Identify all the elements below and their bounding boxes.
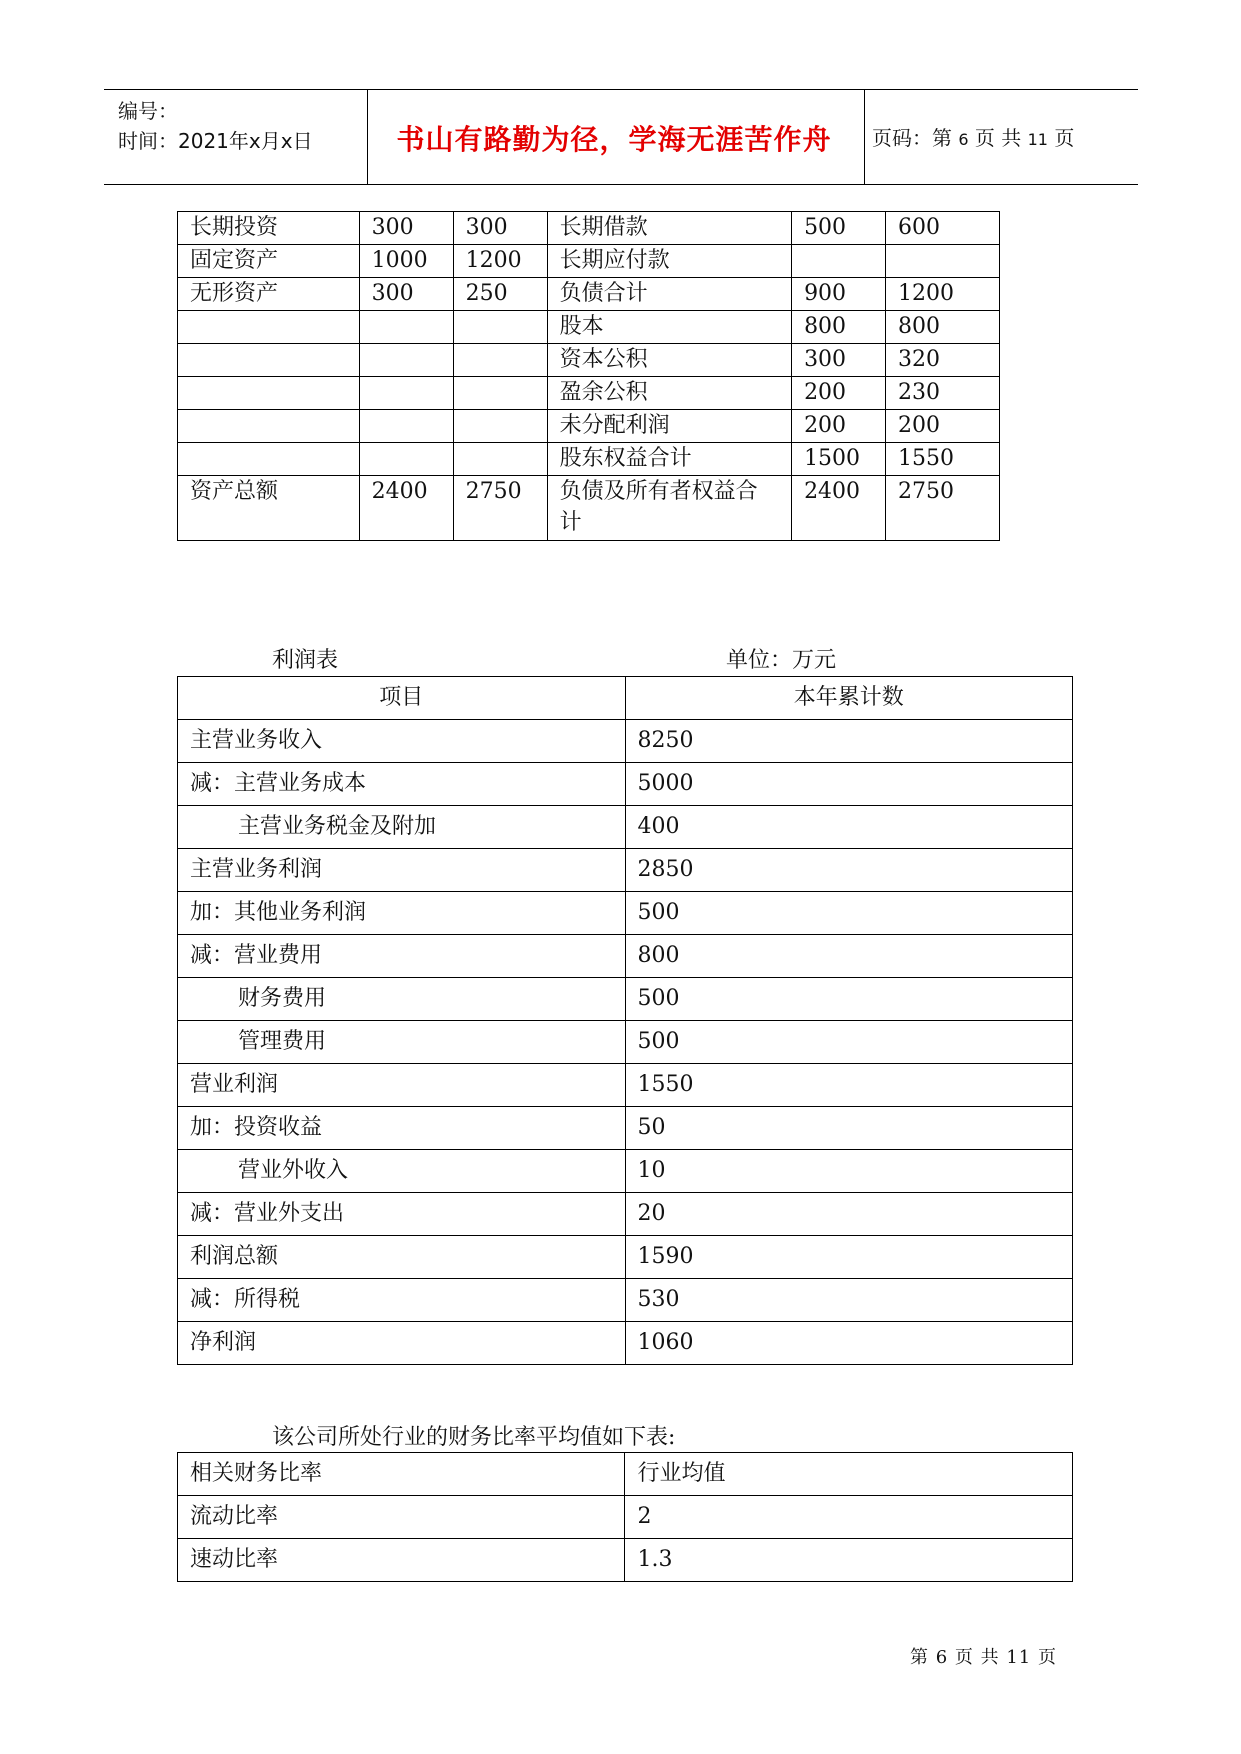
asset-item	[178, 443, 360, 476]
time-label: 时间：2021年x月x日	[118, 129, 313, 153]
line-amount: 2850	[625, 849, 1073, 892]
page-prefix: 页码：第	[872, 126, 952, 150]
line-item: 加：投资收益	[178, 1107, 626, 1150]
page-suffix: 页	[1054, 126, 1075, 150]
liability-closing: 800	[886, 311, 1000, 344]
table-row	[178, 1322, 1073, 1365]
table-row	[178, 1236, 1073, 1279]
asset-opening: 300	[359, 212, 453, 245]
asset-opening	[359, 443, 453, 476]
ratio-value: 1.3	[625, 1539, 1073, 1582]
page-header	[104, 89, 1138, 185]
asset-item	[178, 344, 360, 377]
asset-item: 无形资产	[178, 278, 360, 311]
asset-opening	[359, 377, 453, 410]
asset-closing: 300	[453, 212, 547, 245]
line-amount: 500	[625, 892, 1073, 935]
table-row	[178, 377, 1000, 410]
table-row	[178, 892, 1073, 935]
table-row	[178, 1453, 1073, 1496]
line-amount: 1550	[625, 1064, 1073, 1107]
header-page-number	[872, 122, 1074, 151]
header-motto: 书山有路勤为径，学海无涯苦作舟	[396, 123, 832, 156]
liability-opening	[792, 245, 886, 278]
line-item: 主营业务利润	[178, 849, 626, 892]
liability-item: 资本公积	[547, 344, 792, 377]
line-item: 管理费用	[178, 1021, 626, 1064]
line-amount: 20	[625, 1193, 1073, 1236]
table-row-total	[178, 476, 1000, 541]
table-row	[178, 212, 1000, 245]
liability-closing: 1200	[886, 278, 1000, 311]
income-statement-unit: 单位：万元	[726, 648, 837, 673]
table-header-row	[178, 677, 1073, 720]
header-meta	[118, 96, 368, 156]
income-statement-table	[177, 676, 1073, 1365]
asset-opening	[359, 344, 453, 377]
table-row	[178, 344, 1000, 377]
table-row	[178, 849, 1073, 892]
line-amount: 5000	[625, 763, 1073, 806]
liability-opening: 900	[792, 278, 886, 311]
table-row	[178, 1496, 1073, 1539]
asset-opening: 300	[359, 278, 453, 311]
line-item: 净利润	[178, 1322, 626, 1365]
liability-item: 盈余公积	[547, 377, 792, 410]
table-row	[178, 410, 1000, 443]
page-mid: 页 共	[974, 126, 1022, 150]
line-item: 减：所得税	[178, 1279, 626, 1322]
table-row	[178, 278, 1000, 311]
liability-item: 负债合计	[547, 278, 792, 311]
liability-opening: 300	[792, 344, 886, 377]
asset-item	[178, 311, 360, 344]
liability-item: 未分配利润	[547, 410, 792, 443]
line-item: 减：主营业务成本	[178, 763, 626, 806]
asset-closing: 250	[453, 278, 547, 311]
liability-item: 长期应付款	[547, 245, 792, 278]
asset-item: 资产总额	[178, 476, 360, 541]
column-header-item: 项目	[178, 677, 626, 720]
column-header-amount: 本年累计数	[625, 677, 1073, 720]
ratio-name: 相关财务比率	[178, 1453, 625, 1496]
line-amount: 8250	[625, 720, 1073, 763]
line-item: 主营业务收入	[178, 720, 626, 763]
liability-item: 负债及所有者权益合计	[547, 476, 792, 541]
ratio-intro: 该公司所处行业的财务比率平均值如下表:	[272, 1425, 676, 1450]
liability-opening: 2400	[792, 476, 886, 541]
liability-opening: 1500	[792, 443, 886, 476]
asset-opening	[359, 311, 453, 344]
line-amount: 500	[625, 1021, 1073, 1064]
liability-opening: 500	[792, 212, 886, 245]
line-item: 主营业务税金及附加	[178, 806, 626, 849]
asset-closing	[453, 377, 547, 410]
table-row	[178, 763, 1073, 806]
table-row	[178, 311, 1000, 344]
asset-opening: 2400	[359, 476, 453, 541]
liability-closing: 600	[886, 212, 1000, 245]
asset-closing	[453, 311, 547, 344]
asset-closing	[453, 344, 547, 377]
liability-opening: 200	[792, 377, 886, 410]
line-item: 加：其他业务利润	[178, 892, 626, 935]
table-row	[178, 1193, 1073, 1236]
table-row	[178, 1539, 1073, 1582]
liability-opening: 800	[792, 311, 886, 344]
line-amount: 10	[625, 1150, 1073, 1193]
serial-label: 编号：	[118, 99, 178, 123]
asset-item: 长期投资	[178, 212, 360, 245]
income-statement-title: 利润表	[272, 648, 339, 673]
line-amount: 1590	[625, 1236, 1073, 1279]
line-item: 营业外收入	[178, 1150, 626, 1193]
asset-closing	[453, 410, 547, 443]
page-footer: 第 6 页 共 11 页	[910, 1647, 1057, 1668]
page-total: 11	[1027, 130, 1048, 149]
ratio-value: 2	[625, 1496, 1073, 1539]
liability-opening: 200	[792, 410, 886, 443]
asset-opening: 1000	[359, 245, 453, 278]
liability-item: 股本	[547, 311, 792, 344]
table-row	[178, 1150, 1073, 1193]
line-amount: 400	[625, 806, 1073, 849]
header-divider	[864, 90, 865, 184]
asset-item	[178, 410, 360, 443]
header-divider	[367, 90, 368, 184]
asset-closing	[453, 443, 547, 476]
table-row	[178, 935, 1073, 978]
line-item: 减：营业费用	[178, 935, 626, 978]
asset-opening	[359, 410, 453, 443]
liability-closing: 200	[886, 410, 1000, 443]
line-amount: 500	[625, 978, 1073, 1021]
liability-closing: 1550	[886, 443, 1000, 476]
table-row	[178, 978, 1073, 1021]
table-row	[178, 1279, 1073, 1322]
table-row	[178, 720, 1073, 763]
liability-closing: 2750	[886, 476, 1000, 541]
line-item: 营业利润	[178, 1064, 626, 1107]
table-row	[178, 1021, 1073, 1064]
line-amount: 800	[625, 935, 1073, 978]
ratio-table	[177, 1452, 1073, 1582]
table-row	[178, 245, 1000, 278]
table-row	[178, 1107, 1073, 1150]
ratio-name: 速动比率	[178, 1539, 625, 1582]
line-item: 财务费用	[178, 978, 626, 1021]
line-amount: 50	[625, 1107, 1073, 1150]
page-current: 6	[958, 130, 969, 149]
line-amount: 1060	[625, 1322, 1073, 1365]
ratio-value: 行业均值	[625, 1453, 1073, 1496]
table-row	[178, 806, 1073, 849]
line-item: 利润总额	[178, 1236, 626, 1279]
liability-item: 股东权益合计	[547, 443, 792, 476]
balance-sheet-table	[177, 211, 1000, 541]
liability-closing: 320	[886, 344, 1000, 377]
ratio-name: 流动比率	[178, 1496, 625, 1539]
table-row	[178, 443, 1000, 476]
liability-closing	[886, 245, 1000, 278]
asset-closing: 2750	[453, 476, 547, 541]
asset-item: 固定资产	[178, 245, 360, 278]
asset-item	[178, 377, 360, 410]
asset-closing: 1200	[453, 245, 547, 278]
table-row	[178, 1064, 1073, 1107]
liability-item: 长期借款	[547, 212, 792, 245]
liability-closing: 230	[886, 377, 1000, 410]
line-item: 减：营业外支出	[178, 1193, 626, 1236]
line-amount: 530	[625, 1279, 1073, 1322]
